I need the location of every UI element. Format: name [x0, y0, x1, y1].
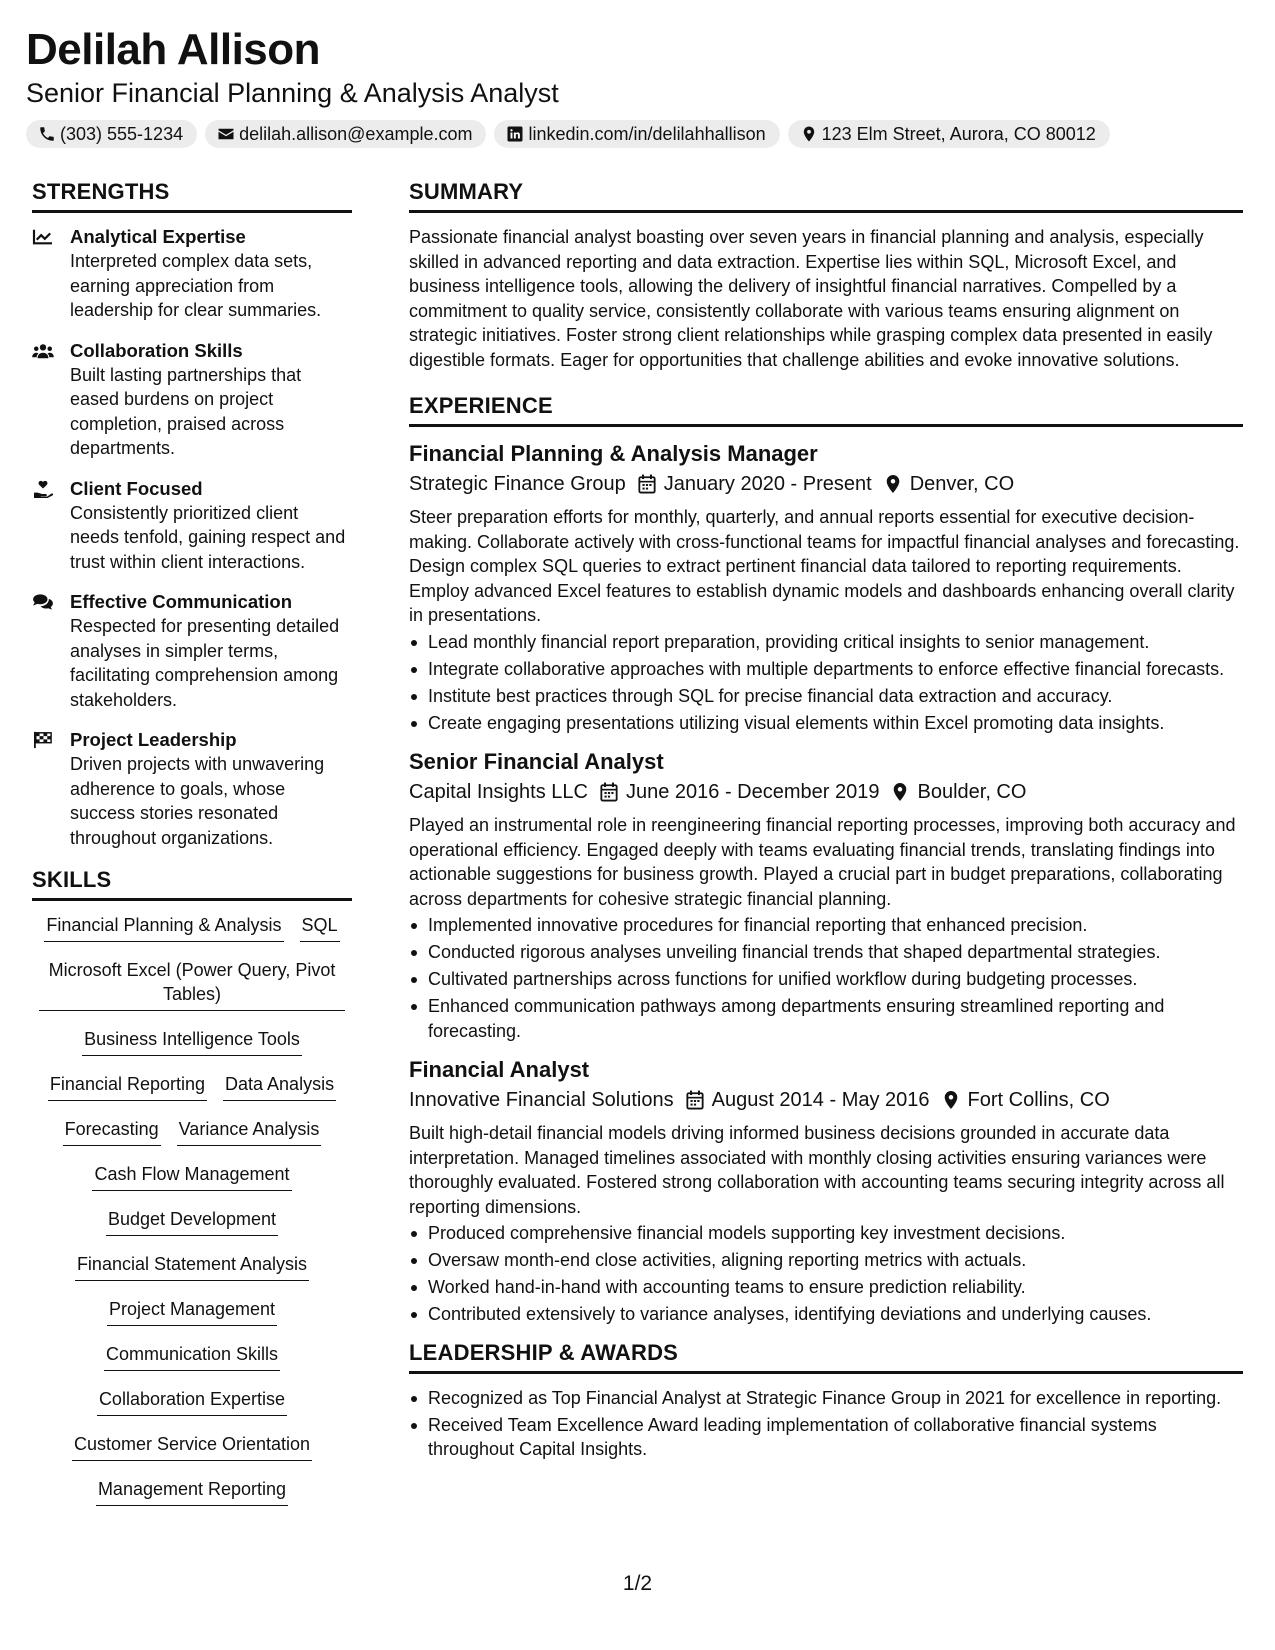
strength-item — [32, 728, 352, 850]
job-bullet: Create engaging presentations utilizing visual elements within Excel promoting data insights. — [409, 711, 1243, 736]
skill-tag: Communication Skills — [104, 1342, 280, 1371]
job-description: Built high-detail financial models driving informed business decisions grounded in accurate data interpretation. Managed timelines associated with monthly closing activities ensuring variances were thoroughly evaluated. Fostered strong collaboration with accounting teams securing integrity across all reporting dimensions. — [409, 1123, 1225, 1217]
contact-address — [788, 120, 1110, 148]
job-role: Financial Analyst — [409, 1057, 590, 1082]
job-bullet: Produced comprehensive financial models supporting key investment decisions. — [409, 1221, 1243, 1246]
job-company: Capital Insights LLC — [409, 781, 588, 803]
skill-tag: Project Management — [107, 1297, 277, 1326]
skill-tag: Cash Flow Management — [92, 1162, 291, 1191]
skill-tag: Forecasting — [63, 1117, 161, 1146]
strength-title: Project Leadership — [70, 729, 237, 750]
skill-tag: Data Analysis — [223, 1072, 336, 1101]
job-role: Senior Financial Analyst — [409, 749, 664, 774]
job-entry — [409, 439, 1243, 735]
skill-tag: Financial Reporting — [48, 1072, 207, 1101]
job-entry — [409, 1055, 1243, 1327]
contact-email-text: delilah.allison@example.com — [239, 123, 473, 144]
job-bullet: Conducted rigorous analyses unveiling financial trends that shaped departmental strategies. — [409, 940, 1243, 965]
job-dates: January 2020 - Present — [663, 473, 872, 495]
job-bullets — [409, 913, 1243, 1043]
strength-title: Effective Communication — [70, 591, 293, 612]
comments-icon — [32, 593, 54, 611]
job-meta — [409, 1085, 1243, 1115]
skill-tag: Management Reporting — [96, 1477, 288, 1506]
contact-email[interactable] — [205, 120, 486, 148]
users-icon — [32, 342, 54, 360]
job-company: Strategic Finance Group — [409, 473, 626, 495]
job-bullet: Cultivated partnerships across functions for unified workflow during budgeting processes. — [409, 967, 1243, 992]
strength-desc: Built lasting partnerships that eased burdens on project completion, praised across departments. — [70, 364, 302, 458]
skill-tag: Financial Statement Analysis — [75, 1252, 309, 1281]
skill-tag: Budget Development — [106, 1207, 278, 1236]
right-column — [409, 178, 1243, 1464]
page-number: 1/2 — [622, 1572, 653, 1595]
hand-holding-heart-icon — [32, 480, 54, 498]
strength-title: Client Focused — [70, 477, 203, 499]
awards-list — [409, 1386, 1243, 1462]
strength-desc: Interpreted complex data sets, earning appreciation from leadership for clear summaries. — [70, 251, 322, 320]
skill-tag: Collaboration Expertise — [97, 1387, 287, 1416]
job-bullet: Worked hand-in-hand with accounting teams to ensure prediction reliability. — [409, 1275, 1243, 1300]
calendar-icon — [600, 782, 618, 802]
summary-text: Passionate financial analyst boasting over seven years in financial planning and analysis, especially skilled in advanced reporting and data extraction. Expertise lies within SQL, Microsoft Excel, and business intelligence tools, allowing the delivery of insightful financial narratives. Compelled by a commitment to quality service, consistently collaborate with various teams ensuring alignment on strategic initiatives. Foster strong client relationships while grasping complex data presented in easily digestible formats. Eager for opportunities that challenge abilities and evoke innovative solutions. — [409, 227, 1213, 370]
contact-phone[interactable] — [26, 120, 197, 148]
job-bullet: Institute best practices through SQL for precise financial data extraction and accuracy. — [409, 684, 1243, 709]
strength-desc: Consistently prioritized client needs tenfold, gaining respect and trust within client interactions. — [70, 502, 346, 572]
job-bullets — [409, 630, 1243, 736]
job-bullets — [409, 1221, 1243, 1327]
strength-item — [32, 225, 352, 323]
envelope-icon — [217, 125, 235, 143]
job-dates: August 2014 - May 2016 — [711, 1089, 930, 1111]
flag-checkered-icon — [32, 731, 54, 749]
strength-item — [32, 477, 352, 575]
contact-linkedin-text: linkedin.com/in/delilahhallison — [528, 123, 766, 144]
left-column — [32, 178, 352, 1522]
job-entry — [409, 747, 1243, 1043]
award-item: Received Team Excellence Award leading implementation of collaborative financial systems throughout Capital Insights. — [409, 1413, 1243, 1462]
job-location: Denver, CO — [909, 473, 1015, 495]
job-bullet: Enhanced communication pathways among departments ensuring streamlined reporting and forecasting. — [409, 994, 1243, 1043]
contact-bar — [26, 120, 1256, 148]
award-item: Recognized as Top Financial Analyst at Strategic Finance Group in 2021 for excellence in reporting. — [409, 1386, 1243, 1411]
skill-tag: Financial Planning & Analysis — [44, 913, 283, 942]
job-bullet: Oversaw month-end close activities, aligning reporting metrics with actuals. — [409, 1248, 1243, 1273]
chart-line-icon — [32, 228, 54, 246]
strength-title: Collaboration Skills — [70, 339, 243, 361]
map-pin-icon — [891, 782, 909, 802]
job-role: Financial Planning & Analysis Manager — [409, 441, 818, 466]
skill-tag: Variance Analysis — [177, 1117, 322, 1146]
linkedin-icon — [506, 125, 524, 143]
candidate-title: Senior Financial Planning & Analysis Analyst — [26, 78, 559, 108]
job-location: Boulder, CO — [917, 781, 1027, 803]
strength-title: Analytical Expertise — [70, 226, 246, 247]
contact-address-text: 123 Elm Street, Aurora, CO 80012 — [821, 123, 1096, 144]
calendar-icon — [686, 1090, 704, 1110]
job-bullet: Lead monthly financial report preparation, providing critical insights to senior management. — [409, 630, 1243, 655]
job-meta — [409, 777, 1243, 807]
map-pin-icon — [942, 1090, 960, 1110]
job-company: Innovative Financial Solutions — [409, 1089, 674, 1111]
job-bullet: Integrate collaborative approaches with multiple departments to enforce effective financial forecasts. — [409, 657, 1243, 682]
summary-heading: SUMMARY — [409, 178, 1243, 213]
phone-icon — [38, 125, 56, 143]
awards-heading: LEADERSHIP & AWARDS — [409, 1339, 1243, 1374]
strengths-heading: STRENGTHS — [32, 178, 352, 213]
map-pin-icon — [884, 474, 902, 494]
resume-header — [26, 24, 1256, 148]
job-description: Steer preparation efforts for monthly, quarterly, and annual reports essential for executive decision-making. Collaborate actively with cross-functional teams for impactful financial analyses and forecasting. Design complex SQL queries to extract pertinent financial data tailored to reporting requirements. Employ advanced Excel features to establish dynamic models and dashboards enhancing overall clarity in presentations. — [409, 507, 1240, 625]
skill-tag: SQL — [300, 913, 340, 942]
experience-heading: EXPERIENCE — [409, 392, 1243, 427]
skill-tag: Business Intelligence Tools — [82, 1027, 302, 1056]
map-pin-icon — [800, 125, 818, 143]
job-description: Played an instrumental role in reengineering financial reporting processes, improving both accuracy and operational efficiency. Engaged deeply with teams evaluating financial trends, translating findings into actionable suggestions for business growth. Played a crucial part in budget preparations, collaborating across departments for cohesive strategic financial planning. — [409, 815, 1236, 909]
contact-phone-text: (303) 555-1234 — [60, 123, 184, 144]
skills-list — [32, 913, 352, 1522]
skill-tag: Customer Service Orientation — [72, 1432, 312, 1461]
strength-item — [32, 339, 352, 461]
candidate-name: Delilah Allison — [26, 25, 321, 74]
job-bullet: Contributed extensively to variance analyses, identifying deviations and underlying causes. — [409, 1302, 1243, 1327]
strength-item — [32, 590, 352, 712]
job-meta — [409, 469, 1243, 499]
job-dates: June 2016 - December 2019 — [625, 781, 880, 803]
strength-desc: Driven projects with unwavering adherence to goals, whose success stories resonated throughout organizations. — [70, 754, 325, 848]
strength-desc: Respected for presenting detailed analyses in simpler terms, facilitating comprehension among stakeholders. — [70, 616, 340, 710]
job-location: Fort Collins, CO — [967, 1089, 1110, 1111]
contact-linkedin[interactable] — [494, 120, 779, 148]
skill-tag: Microsoft Excel (Power Query, Pivot Tables) — [39, 958, 345, 1011]
skills-heading: SKILLS — [32, 866, 352, 901]
calendar-icon — [638, 474, 656, 494]
job-bullet: Implemented innovative procedures for financial reporting that enhanced precision. — [409, 913, 1243, 938]
